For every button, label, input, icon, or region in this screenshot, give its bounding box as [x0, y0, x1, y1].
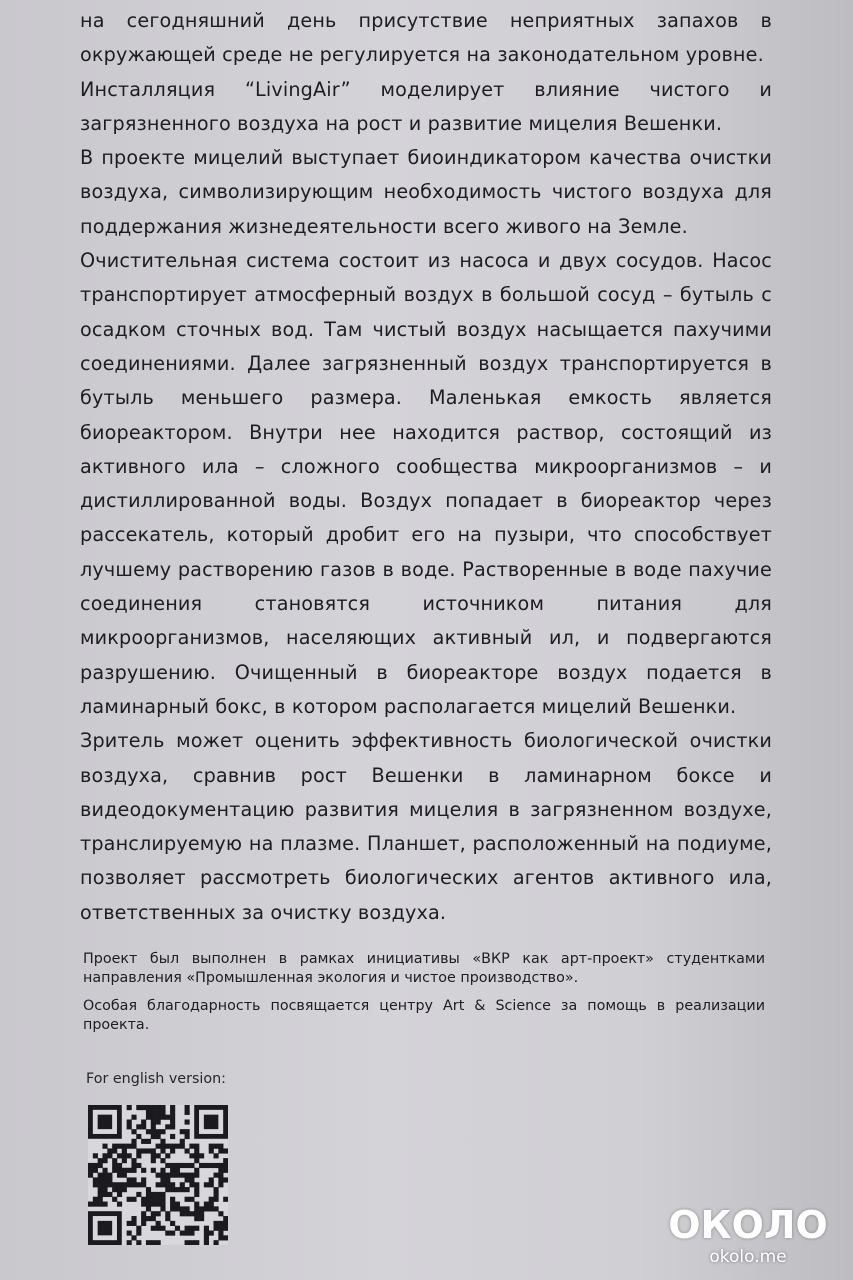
paragraph-bioindicator: В проекте мицелий выступает биоиндикатором качества очистки воздуха, символизирующим необходимость чистого воздуха для поддержания жизнедеятельности всего живого на Земле. — [80, 146, 772, 238]
paragraph-viewer: Зритель может оценить эффективность биологической очистки воздуха, сравнив рост Вешенки в ламинарном боксе и видеодокументацию развития мицелия в загрязненном воздухе, транслируемую на плазме. Планшет, расположенный на подиуме, позволяет рассмотреть биологических агентов активного ила, ответственных за очистку воздуха. — [80, 729, 772, 924]
credits-project: Проект был выполнен в рамках инициативы «ВКР как арт-проект» студентками направления «Промышленная экология и чистое производство». — [83, 951, 765, 986]
paragraph-intro-end: на сегодняшний день присутствие неприятных запахов в окружающей среде не регулируется на законодательном уровне. — [80, 9, 772, 67]
credits-thanks: Особая благодарность посвящается центру Art & Science за помощь в реализации проекта. — [83, 998, 765, 1033]
qr-label: For english version: — [86, 1071, 226, 1087]
main-text — [80, 4, 772, 930]
credits — [83, 950, 765, 1044]
paragraph-installation: Инсталляция “LivingAir” моделирует влияние чистого и загрязненного воздуха на рост и развитие мицелия Вешенки. — [80, 77, 772, 135]
paragraph-purification-system: Очистительная система состоит из насоса и двух сосудов. Насос транспортирует атмосферный воздух в большой сосуд – бутыль с осадком сточных вод. Там чистый воздух насыщается пахучими соединениями. Далее загрязненный воздух транспортируется в бутыль меньшего размера. Маленькая емкость является биореактором. Внутри нее находится раствор, состоящий из активного ила – сложного сообщества микроорганизмов – и дистиллированной воды. Воздух попадает в биореактор через рассекатель, который дробит его на пузыри, что способствует лучшему растворению газов в воде. Растворенные в воде пахучие соединения становятся источником питания для микроорганизмов, населяющих активный ил, и подвергаются разрушению. Очищенный в биореакторе воздух подается в ламинарный бокс, в котором располагается мицелий Вешенки. — [80, 249, 772, 718]
watermark-logo: ОКОЛО — [668, 1203, 828, 1247]
watermark-url: okolo.me — [709, 1247, 787, 1267]
watermark — [663, 1204, 833, 1268]
qr-code-icon[interactable] — [88, 1105, 228, 1245]
